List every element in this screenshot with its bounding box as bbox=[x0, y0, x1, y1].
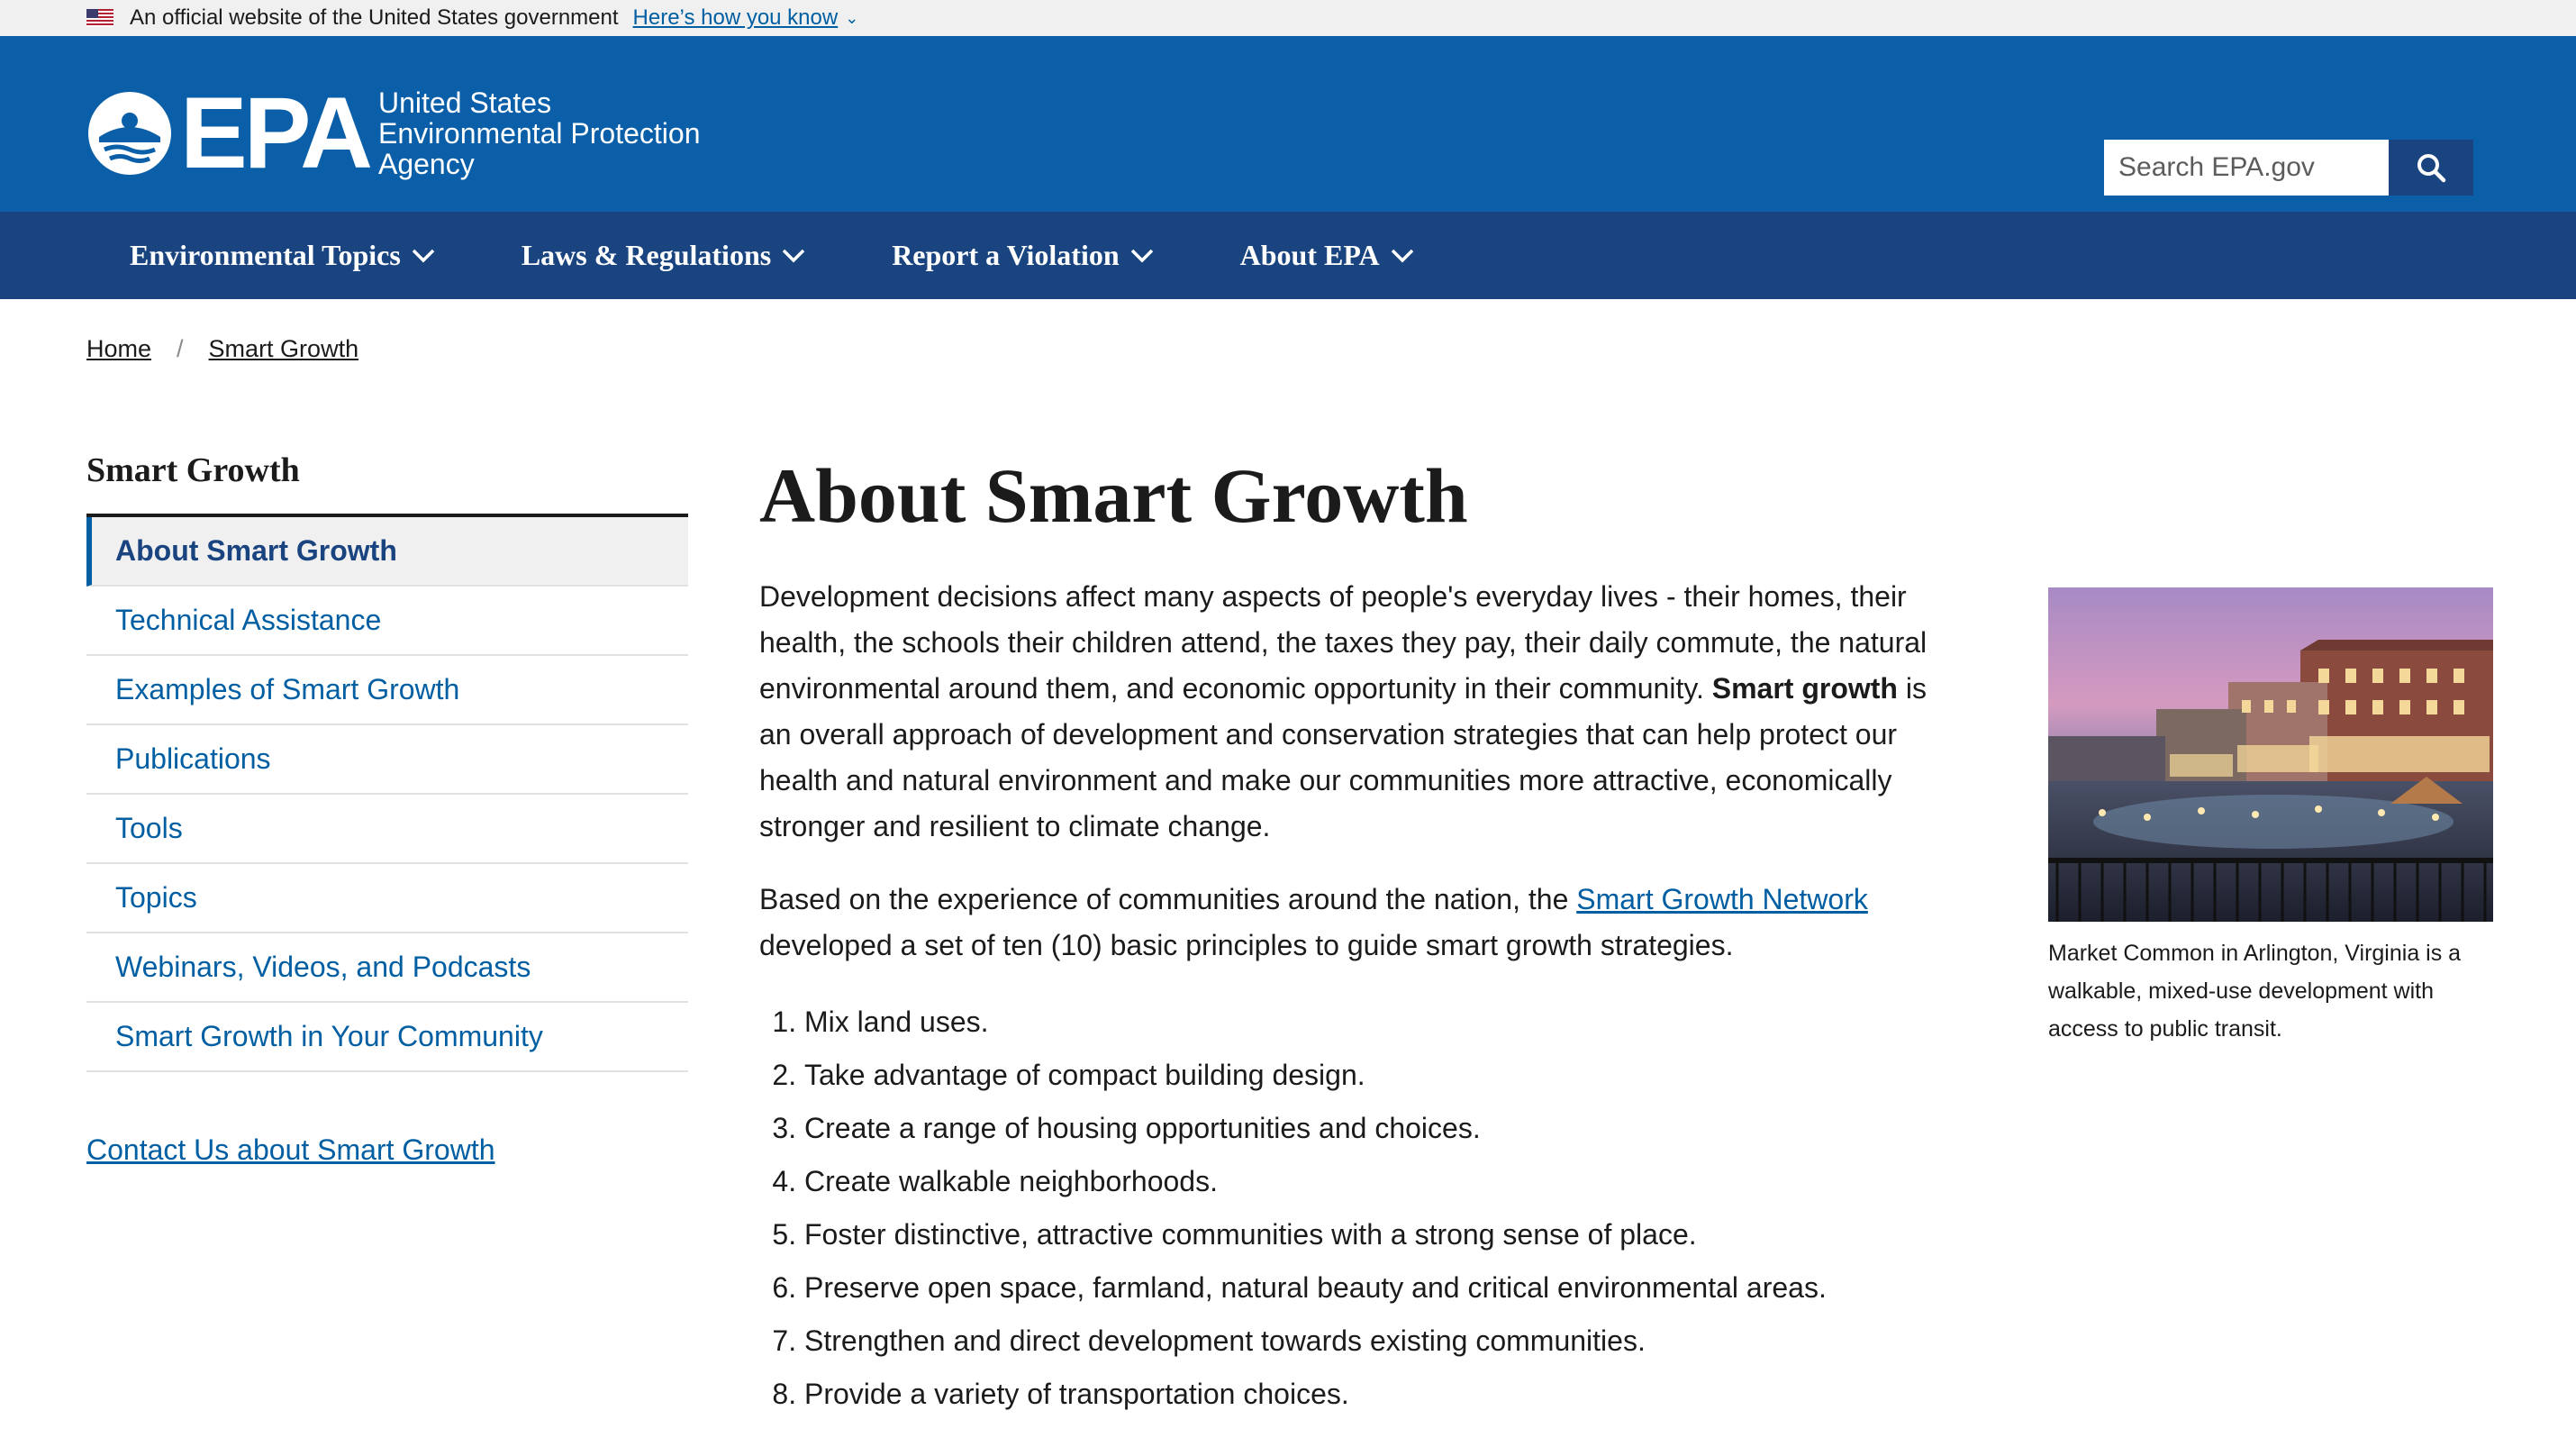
epa-flower-icon bbox=[86, 90, 173, 177]
chevron-down-icon bbox=[412, 249, 435, 263]
intro-paragraph bbox=[759, 574, 1957, 850]
contact-us-link[interactable]: Contact Us about Smart Growth bbox=[86, 1133, 495, 1166]
breadcrumb-home[interactable]: Home bbox=[86, 335, 152, 362]
list-item: 4. Create walkable neighborhoods. bbox=[804, 1155, 1957, 1208]
principles-intro-end: developed a set of ten (10) basic principles to guide smart growth strategies. bbox=[759, 929, 1734, 962]
list-item: 2. Take advantage of compact building design. bbox=[804, 1049, 1957, 1102]
market-common-figure bbox=[2048, 587, 2493, 1048]
sidebar-item-tools[interactable]: Tools bbox=[86, 795, 688, 864]
search-icon bbox=[2416, 152, 2446, 183]
chevron-down-icon[interactable]: ⌄ bbox=[845, 8, 859, 27]
epa-letters: EPA bbox=[180, 77, 369, 189]
intro-text-end: is an overall approach of development and conservation strategies that can help protect our health and natural environment and make our communities more attractive, economically stronger and resilient to climate change. bbox=[759, 672, 1927, 843]
search-form bbox=[2104, 140, 2473, 196]
nav-about-epa[interactable] bbox=[1240, 239, 1414, 272]
principles-intro bbox=[759, 877, 1957, 969]
us-flag-icon bbox=[86, 9, 113, 27]
epa-logo[interactable] bbox=[86, 77, 701, 189]
sidebar-item-webinars[interactable]: Webinars, Videos, and Podcasts bbox=[86, 933, 688, 1003]
sidebar-item-topics[interactable]: Topics bbox=[86, 864, 688, 933]
list-item: 7. Strengthen and direct development towards existing communities. bbox=[804, 1315, 1957, 1368]
market-common-photo bbox=[2048, 587, 2493, 922]
sidebar-nav bbox=[86, 514, 688, 1072]
list-item: 3. Create a range of housing opportunities and choices. bbox=[804, 1102, 1957, 1155]
sidebar-title: Smart Growth bbox=[86, 451, 300, 489]
agency-line-3: Agency bbox=[377, 148, 475, 180]
agency-name bbox=[378, 87, 701, 179]
search-input[interactable] bbox=[2104, 140, 2389, 196]
nav-report-violation[interactable] bbox=[892, 239, 1153, 272]
gov-banner bbox=[0, 0, 2576, 36]
intro-text-start: Development decisions affect many aspects of people's everyday lives - their homes, their health, the schools their children attend, the taxes they pay, their daily commute, the natural environmental around them, and economic opportunity in their community. bbox=[759, 580, 1927, 705]
nav-label: About EPA bbox=[1239, 239, 1380, 271]
list-item: 1. Mix land uses. bbox=[804, 996, 1957, 1049]
heres-how-you-know-link[interactable]: Here’s how you know bbox=[632, 5, 839, 30]
list-item: 5. Foster distinctive, attractive communities with a strong sense of place. bbox=[804, 1208, 1957, 1261]
principles-intro-start: Based on the experience of communities around the nation, the bbox=[759, 883, 1577, 916]
breadcrumb-smart-growth[interactable]: Smart Growth bbox=[208, 335, 359, 362]
site-header bbox=[0, 36, 2576, 212]
main-nav bbox=[0, 212, 2576, 299]
page-title: About Smart Growth bbox=[759, 452, 1468, 539]
smart-growth-network-link[interactable]: Smart Growth Network bbox=[1576, 883, 1868, 916]
nav-label: Laws & Regulations bbox=[521, 239, 772, 271]
nav-label: Report a Violation bbox=[892, 239, 1120, 271]
agency-line-2: Environmental Protection bbox=[377, 117, 701, 150]
search-button[interactable] bbox=[2389, 140, 2473, 196]
sidebar-item-technical-assistance[interactable]: Technical Assistance bbox=[86, 587, 688, 656]
sidebar-item-about-smart-growth[interactable]: About Smart Growth bbox=[86, 517, 688, 587]
smart-growth-bold: Smart growth bbox=[1711, 672, 1898, 705]
sidebar-item-your-community[interactable]: Smart Growth in Your Community bbox=[86, 1003, 688, 1072]
gov-banner-text: An official website of the United States government bbox=[130, 5, 619, 30]
principles-list bbox=[759, 996, 1957, 1421]
sidebar bbox=[86, 450, 688, 1167]
list-item: 8. Provide a variety of transportation choices. bbox=[804, 1368, 1957, 1421]
breadcrumb-separator: / bbox=[177, 335, 184, 362]
chevron-down-icon bbox=[1391, 249, 1414, 263]
breadcrumb bbox=[86, 335, 358, 363]
chevron-down-icon bbox=[1130, 249, 1154, 263]
list-item: 6. Preserve open space, farmland, natural beauty and critical environmental areas. bbox=[804, 1261, 1957, 1315]
sidebar-item-examples[interactable]: Examples of Smart Growth bbox=[86, 656, 688, 725]
nav-label: Environmental Topics bbox=[130, 239, 401, 271]
sidebar-item-publications[interactable]: Publications bbox=[86, 725, 688, 795]
figure-caption: Market Common in Arlington, Virginia is a walkable, mixed-use development with access to public transit. bbox=[2048, 941, 2462, 1042]
main-content bbox=[759, 452, 1957, 1421]
chevron-down-icon bbox=[782, 249, 805, 263]
agency-line-1: United States bbox=[377, 86, 552, 119]
nav-environmental-topics[interactable] bbox=[130, 239, 435, 272]
nav-laws-regulations[interactable] bbox=[522, 239, 805, 272]
